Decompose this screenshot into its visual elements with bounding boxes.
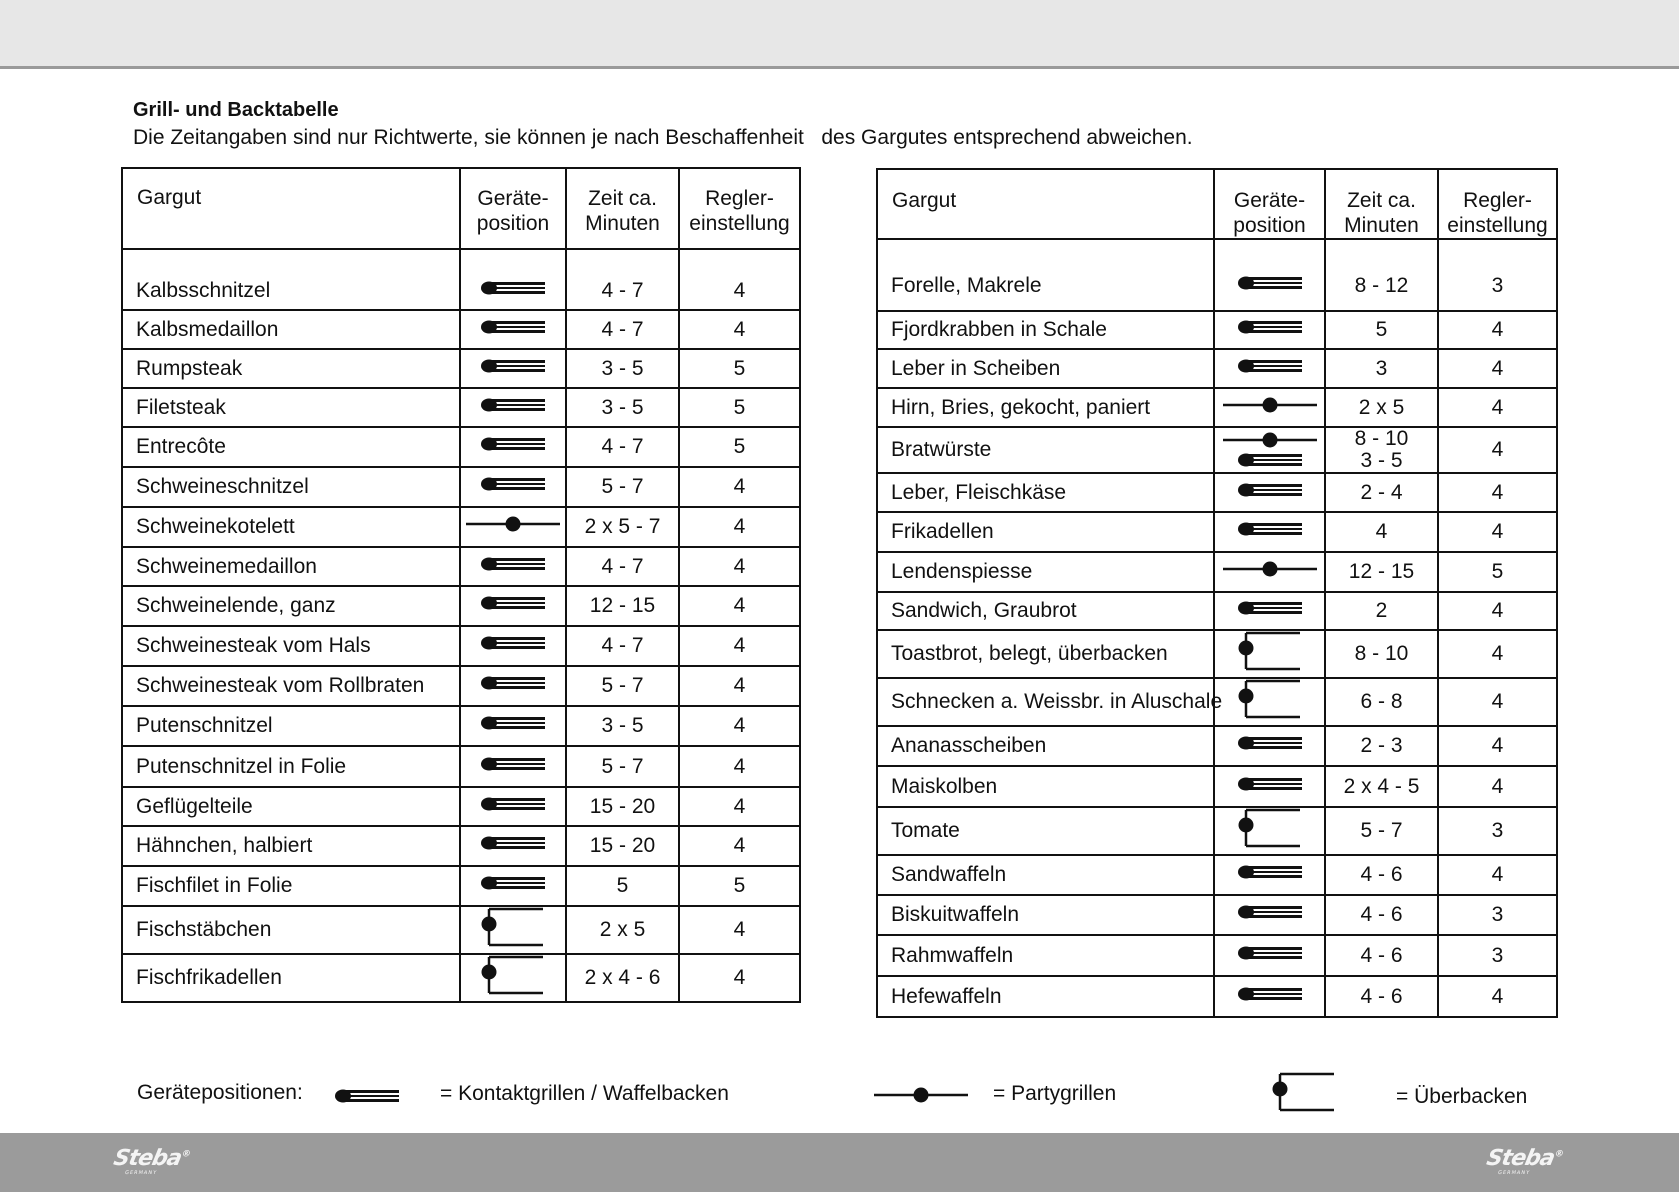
cell-regler: 4 xyxy=(1438,427,1557,473)
cell-regler: 4 xyxy=(1438,630,1557,678)
table-row xyxy=(877,630,1557,678)
cell-zeit: 2 - 3 xyxy=(1325,726,1438,766)
cell-position xyxy=(460,507,566,547)
cell-gargut: Kalbsschnitzel xyxy=(122,249,460,310)
cell-position xyxy=(1214,935,1325,976)
cell-zeit: 4 - 7 xyxy=(566,249,679,310)
cell-regler: 5 xyxy=(679,866,800,906)
contact-grill-position-icon xyxy=(1237,519,1303,545)
steba-logo-right: Steba® GERMANY xyxy=(1484,1146,1564,1176)
cell-position xyxy=(460,866,566,906)
cell-gargut: Biskuitwaffeln xyxy=(877,895,1214,935)
table-row xyxy=(122,706,800,746)
cell-gargut: Fischfilet in Folie xyxy=(122,866,460,906)
cell-zeit: 12 - 15 xyxy=(566,586,679,626)
table-row xyxy=(122,787,800,826)
cell-gargut: Bratwürste xyxy=(877,427,1214,473)
cell-regler: 4 xyxy=(679,310,800,349)
cell-gargut: Forelle, Makrele xyxy=(877,239,1214,311)
cell-zeit: 4 xyxy=(1325,512,1438,552)
contact-grill-position-icon xyxy=(1237,943,1303,969)
cell-zeit: 4 - 6 xyxy=(1325,976,1438,1017)
cell-regler: 5 xyxy=(679,427,800,467)
table-row xyxy=(877,766,1557,807)
contact-grill-position-icon xyxy=(1237,480,1303,506)
contact-grill-position-icon xyxy=(1237,774,1303,800)
cell-position xyxy=(1214,678,1325,726)
cell-position xyxy=(1214,895,1325,935)
cell-gargut: Lendenspiesse xyxy=(877,552,1214,592)
table-row xyxy=(877,855,1557,895)
cell-zeit: 4 - 7 xyxy=(566,626,679,666)
cell-zeit: 15 - 20 xyxy=(566,787,679,826)
cell-zeit: 2 xyxy=(1325,592,1438,630)
cell-zeit: 3 - 5 xyxy=(566,706,679,746)
cell-position xyxy=(460,249,566,310)
table-row xyxy=(122,866,800,906)
cell-position xyxy=(460,626,566,666)
cell-position xyxy=(460,388,566,427)
header-regler: Regler- einstellung xyxy=(1438,169,1557,239)
table-row xyxy=(877,552,1557,592)
cell-gargut: Hefewaffeln xyxy=(877,976,1214,1017)
grill-table-left xyxy=(121,167,801,1003)
cell-zeit: 8 - 10 xyxy=(1325,630,1438,678)
party-grill-position-icon xyxy=(1223,430,1317,450)
cell-zeit: 5 - 7 xyxy=(566,666,679,706)
cell-position xyxy=(1214,552,1325,592)
cell-position xyxy=(1214,349,1325,388)
overbake-position-icon xyxy=(481,907,545,953)
cell-gargut: Tomate xyxy=(877,807,1214,855)
table-row xyxy=(122,666,800,706)
cell-position xyxy=(1214,976,1325,1017)
contact-grill-position-icon xyxy=(1237,984,1303,1010)
cell-gargut: Leber, Fleischkäse xyxy=(877,473,1214,512)
table-row xyxy=(877,807,1557,855)
cell-zeit: 2 x 5 xyxy=(1325,388,1438,427)
contact-grill-position-icon xyxy=(480,474,546,500)
page-subtitle: Die Zeitangaben sind nur Richtwerte, sie können je nach Beschaffenheit des Gargutes entsprechend abweichen. xyxy=(133,126,1193,149)
cell-regler: 4 xyxy=(1438,512,1557,552)
contact-grill-position-icon xyxy=(480,794,546,820)
steba-logo-left: Steba® GERMANY xyxy=(111,1146,191,1176)
cell-gargut: Fjordkrabben in Schale xyxy=(877,311,1214,349)
cell-regler: 3 xyxy=(1438,895,1557,935)
cell-regler: 4 xyxy=(1438,766,1557,807)
cell-regler: 4 xyxy=(679,586,800,626)
contact-grill-position-icon xyxy=(480,754,546,780)
cell-gargut: Fischfrikadellen xyxy=(122,954,460,1002)
overbake-position-icon xyxy=(1238,679,1302,725)
cell-gargut: Rahmwaffeln xyxy=(877,935,1214,976)
contact-grill-position-icon xyxy=(480,317,546,343)
cell-gargut: Schweineschnitzel xyxy=(122,467,460,507)
cell-zeit: 2 x 5 xyxy=(566,906,679,954)
contact-grill-position-icon xyxy=(480,713,546,739)
header-zeit: Zeit ca. Minuten xyxy=(1325,169,1438,239)
contact-grill-position-icon xyxy=(1237,598,1303,624)
contact-grill-position-icon xyxy=(1237,733,1303,759)
cell-zeit: 5 - 7 xyxy=(566,746,679,787)
contact-grill-position-icon xyxy=(1237,862,1303,888)
contact-grill-position-icon xyxy=(480,554,546,580)
cell-gargut: Sandwaffeln xyxy=(877,855,1214,895)
cell-regler: 4 xyxy=(679,787,800,826)
header-zeit: Zeit ca. Minuten xyxy=(566,168,679,249)
cell-zeit: 2 x 5 - 7 xyxy=(566,507,679,547)
header-gargut: Gargut xyxy=(122,168,460,249)
table-row xyxy=(122,349,800,388)
contact-grill-position-icon xyxy=(480,633,546,659)
table-row xyxy=(122,826,800,866)
cell-zeit: 4 - 6 xyxy=(1325,855,1438,895)
cell-regler: 4 xyxy=(1438,726,1557,766)
cell-regler: 4 xyxy=(1438,473,1557,512)
cell-position xyxy=(1214,473,1325,512)
table-row xyxy=(877,726,1557,766)
legend-label: Gerätepositionen: xyxy=(137,1081,303,1104)
cell-regler: 4 xyxy=(679,626,800,666)
cell-regler: 4 xyxy=(679,507,800,547)
table-row xyxy=(877,311,1557,349)
cell-position xyxy=(1214,311,1325,349)
cell-zeit: 5 - 7 xyxy=(1325,807,1438,855)
cell-zeit: 3 - 5 xyxy=(566,388,679,427)
cell-gargut: Geflügelteile xyxy=(122,787,460,826)
cell-gargut: Putenschnitzel xyxy=(122,706,460,746)
cell-zeit: 12 - 15 xyxy=(1325,552,1438,592)
cell-regler: 4 xyxy=(679,547,800,586)
table-row xyxy=(877,935,1557,976)
cell-regler: 4 xyxy=(1438,388,1557,427)
cell-regler: 4 xyxy=(1438,976,1557,1017)
cell-regler: 5 xyxy=(679,388,800,427)
cell-zeit: 2 - 4 xyxy=(1325,473,1438,512)
cell-regler: 4 xyxy=(679,826,800,866)
table-row xyxy=(122,467,800,507)
cell-gargut: Filetsteak xyxy=(122,388,460,427)
cell-gargut: Kalbsmedaillon xyxy=(122,310,460,349)
contact-grill-position-icon xyxy=(1237,450,1303,470)
cell-position xyxy=(1214,427,1325,473)
cell-position xyxy=(1214,855,1325,895)
cell-gargut: Sandwich, Graubrot xyxy=(877,592,1214,630)
party-grill-position-icon xyxy=(874,1085,968,1110)
cell-zeit: 5 xyxy=(1325,311,1438,349)
cell-regler: 4 xyxy=(1438,349,1557,388)
cell-gargut: Schnecken a. Weissbr. in Aluschale xyxy=(877,678,1214,726)
table-header-row xyxy=(122,168,800,249)
cell-position xyxy=(460,706,566,746)
contact-grill-position-icon xyxy=(480,278,546,304)
legend-ueberbacken-text: = Überbacken xyxy=(1396,1085,1528,1108)
cell-regler: 5 xyxy=(679,349,800,388)
table-row xyxy=(122,746,800,787)
cell-gargut: Schweinelende, ganz xyxy=(122,586,460,626)
cell-gargut: Entrecôte xyxy=(122,427,460,467)
cell-position xyxy=(460,906,566,954)
cell-regler: 4 xyxy=(679,706,800,746)
cell-regler: 4 xyxy=(679,746,800,787)
table-row xyxy=(122,249,800,310)
table-row xyxy=(877,239,1557,311)
party-grill-position-icon xyxy=(1223,559,1317,585)
table-row xyxy=(122,310,800,349)
cell-zeit: 2 x 4 - 6 xyxy=(566,954,679,1002)
cell-gargut: Leber in Scheiben xyxy=(877,349,1214,388)
header-regler: Regler- einstellung xyxy=(679,168,800,249)
cell-position xyxy=(1214,512,1325,552)
cell-regler: 4 xyxy=(679,666,800,706)
cell-gargut: Fischstäbchen xyxy=(122,906,460,954)
cell-position xyxy=(460,666,566,706)
party-grill-position-icon xyxy=(466,514,560,540)
cell-gargut: Schweinesteak vom Rollbraten xyxy=(122,666,460,706)
table-row xyxy=(122,586,800,626)
contact-grill-position-icon xyxy=(480,593,546,619)
cell-position xyxy=(460,547,566,586)
table-row xyxy=(877,895,1557,935)
overbake-position-icon xyxy=(1272,1072,1336,1117)
table-row xyxy=(122,547,800,586)
table-row xyxy=(877,349,1557,388)
cell-gargut: Hirn, Bries, gekocht, paniert xyxy=(877,388,1214,427)
cell-gargut: Maiskolben xyxy=(877,766,1214,807)
cell-zeit: 5 - 7 xyxy=(566,467,679,507)
header-position: Geräte- position xyxy=(460,168,566,249)
cell-zeit: 4 - 7 xyxy=(566,427,679,467)
grill-table-right xyxy=(876,168,1558,1018)
cell-regler: 4 xyxy=(1438,311,1557,349)
cell-zeit: 4 - 6 xyxy=(1325,895,1438,935)
cell-gargut: Rumpsteak xyxy=(122,349,460,388)
cell-position xyxy=(460,787,566,826)
cell-regler: 4 xyxy=(679,906,800,954)
overbake-position-icon xyxy=(1238,631,1302,677)
table-row xyxy=(122,427,800,467)
table-row xyxy=(122,626,800,666)
cell-position xyxy=(460,467,566,507)
cell-regler: 5 xyxy=(1438,552,1557,592)
contact-grill-position-icon xyxy=(480,873,546,899)
cell-position xyxy=(1214,592,1325,630)
cell-position xyxy=(460,746,566,787)
cell-gargut: Schweinemedaillon xyxy=(122,547,460,586)
cell-zeit: 3 xyxy=(1325,349,1438,388)
table-row xyxy=(122,906,800,954)
cell-regler: 3 xyxy=(1438,807,1557,855)
cell-position xyxy=(460,826,566,866)
cell-regler: 4 xyxy=(679,467,800,507)
cell-position xyxy=(460,586,566,626)
overbake-position-icon xyxy=(481,955,545,1001)
header-position: Geräte- position xyxy=(1214,169,1325,239)
overbake-position-icon xyxy=(1238,808,1302,854)
cell-regler: 4 xyxy=(679,249,800,310)
contact-grill-position-icon xyxy=(1237,902,1303,928)
bottom-band xyxy=(0,1133,1679,1192)
cell-position xyxy=(460,954,566,1002)
cell-zeit: 6 - 8 xyxy=(1325,678,1438,726)
contact-grill-position-icon xyxy=(1237,356,1303,382)
cell-zeit: 15 - 20 xyxy=(566,826,679,866)
cell-gargut: Schweinesteak vom Hals xyxy=(122,626,460,666)
cell-regler: 4 xyxy=(1438,855,1557,895)
cell-zeit: 5 xyxy=(566,866,679,906)
cell-zeit: 4 - 7 xyxy=(566,547,679,586)
table-row xyxy=(122,388,800,427)
contact-grill-position-icon xyxy=(1237,273,1303,299)
cell-position xyxy=(460,427,566,467)
cell-position xyxy=(460,310,566,349)
cell-regler: 4 xyxy=(1438,678,1557,726)
cell-gargut: Hähnchen, halbiert xyxy=(122,826,460,866)
table-row xyxy=(877,512,1557,552)
legend-party-text: = Partygrillen xyxy=(993,1082,1117,1105)
cell-zeit: 4 - 7 xyxy=(566,310,679,349)
cell-gargut: Putenschnitzel in Folie xyxy=(122,746,460,787)
contact-grill-position-icon xyxy=(480,395,546,421)
cell-position xyxy=(1214,630,1325,678)
table-row xyxy=(877,976,1557,1017)
table-row xyxy=(877,592,1557,630)
cell-position xyxy=(1214,388,1325,427)
cell-regler: 3 xyxy=(1438,935,1557,976)
table-row xyxy=(877,427,1557,473)
table-header-row xyxy=(877,169,1557,239)
cell-zeit: 4 - 6 xyxy=(1325,935,1438,976)
cell-gargut: Ananasscheiben xyxy=(877,726,1214,766)
table-row xyxy=(877,678,1557,726)
table-row xyxy=(877,388,1557,427)
cell-position xyxy=(460,349,566,388)
contact-grill-position-icon xyxy=(480,356,546,382)
page-title: Grill- und Backtabelle xyxy=(133,99,339,121)
contact-grill-position-icon xyxy=(334,1086,400,1111)
cell-gargut: Toastbrot, belegt, überbacken xyxy=(877,630,1214,678)
legend-kontakt-text: = Kontaktgrillen / Waffelbacken xyxy=(440,1082,729,1105)
party-grill-position-icon xyxy=(1223,395,1317,421)
cell-position xyxy=(1214,766,1325,807)
contact-grill-position-icon xyxy=(480,833,546,859)
contact-grill-position-icon xyxy=(1237,317,1303,343)
table-row xyxy=(122,507,800,547)
cell-regler: 4 xyxy=(1438,592,1557,630)
cell-regler: 3 xyxy=(1438,239,1557,311)
cell-gargut: Schweinekotelett xyxy=(122,507,460,547)
cell-position xyxy=(1214,239,1325,311)
cell-zeit: 8 - 12 xyxy=(1325,239,1438,311)
header-gargut: Gargut xyxy=(877,169,1214,239)
cell-position xyxy=(1214,807,1325,855)
table-row xyxy=(122,954,800,1002)
cell-zeit: 2 x 4 - 5 xyxy=(1325,766,1438,807)
cell-zeit: 3 - 5 xyxy=(566,349,679,388)
cell-zeit: 8 - 10 3 - 5 xyxy=(1325,427,1438,473)
cell-position xyxy=(1214,726,1325,766)
table-row xyxy=(877,473,1557,512)
top-band xyxy=(0,0,1679,69)
cell-regler: 4 xyxy=(679,954,800,1002)
contact-grill-position-icon xyxy=(480,673,546,699)
contact-grill-position-icon xyxy=(480,434,546,460)
cell-gargut: Frikadellen xyxy=(877,512,1214,552)
